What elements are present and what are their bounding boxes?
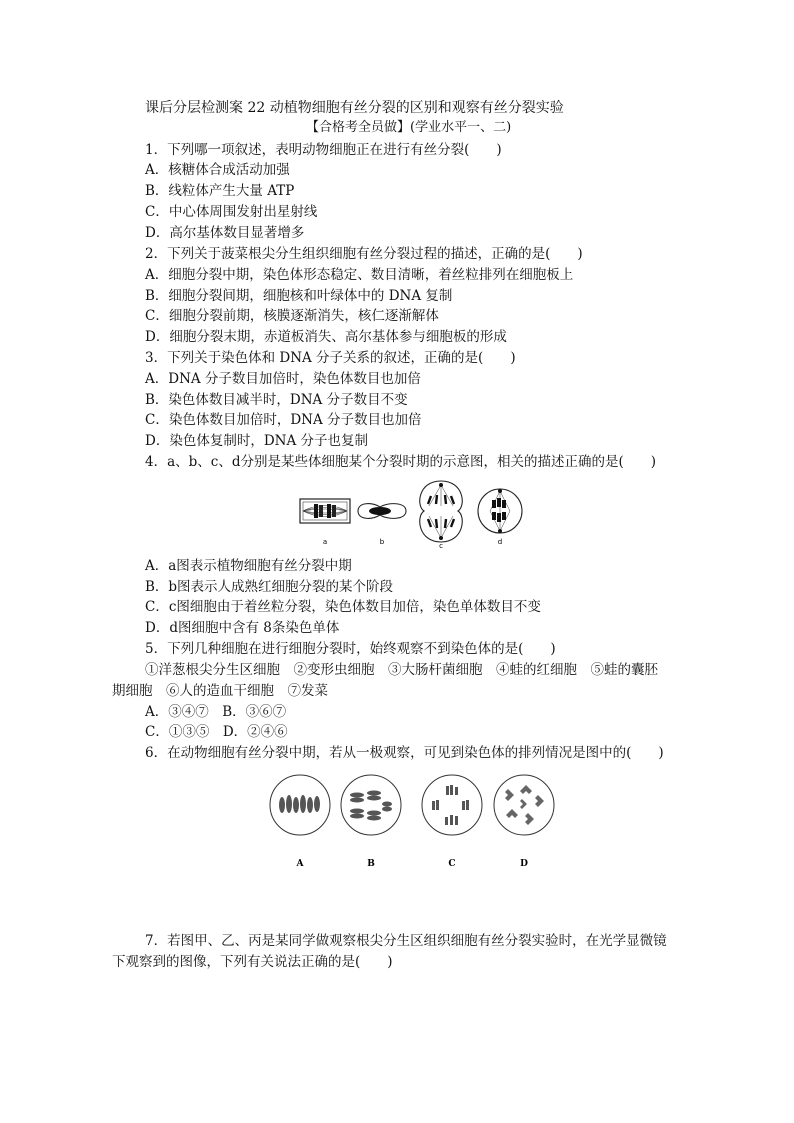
- figure-label-d: d: [497, 538, 503, 546]
- question-4-option-a: A．a图表示植物细胞有丝分裂中期: [145, 558, 352, 574]
- question-3-stem: 3．下列关于染色体和 DNA 分子关系的叙述，正确的是( ): [145, 350, 516, 366]
- question-1-stem: 1．下列哪一项叙述，表明动物细胞正在进行有丝分裂( ): [145, 142, 502, 158]
- question-4-option-c: C．c图细胞由于着丝粒分裂，染色体数目加倍，染色单体数目不变: [145, 599, 541, 615]
- figure-label-C: C: [448, 859, 456, 869]
- question-7-stem: 7．若图甲、乙、丙是某同学做观察根尖分生区组织细胞有丝分裂实验时，在光学显微镜: [145, 933, 667, 949]
- question-7-stem-continued: 下观察到的图像，下列有关说法正确的是( ): [112, 954, 393, 970]
- question-2-option-d: D．细胞分裂末期，赤道板消失、高尔基体参与细胞板的形成: [145, 329, 507, 345]
- cell-option-d-diagram: [494, 775, 554, 835]
- question-2-option-b: B．细胞分裂间期，细胞核和叶绿体中的 DNA 复制: [145, 288, 453, 304]
- question-4-option-b: B．b图表示人成熟红细胞分裂的某个阶段: [145, 579, 394, 595]
- cell-c-diagram: [420, 481, 463, 542]
- question-5-options-row2: C．①③⑤ D．②④⑥: [145, 724, 288, 740]
- question-4-stem: 4．a、b、c、d分别是某些体细胞某个分裂时期的示意图，相关的描述正确的是( ): [145, 454, 657, 470]
- page-title: 课后分层检测案 22 动植物细胞有丝分裂的区别和观察有丝分裂实验: [145, 100, 564, 116]
- cell-b-diagram: [358, 504, 406, 519]
- question-5-items-line1: ①洋葱根尖分生区细胞 ②变形虫细胞 ③大肠杆菌细胞 ④蛙的红细胞 ⑤蛙的囊胚: [145, 662, 658, 678]
- figure-label-B: B: [367, 859, 375, 869]
- question-1-option-c: C．中心体周围发射出星射线: [145, 204, 318, 220]
- figure-label-b: b: [379, 538, 385, 546]
- figure-label-A: A: [296, 859, 304, 869]
- question-5-options-row1: A．③④⑦ B．③⑥⑦: [145, 704, 287, 720]
- page-subtitle: 【合格考全员做】(学业水平一、二): [306, 120, 512, 135]
- question-1-option-a: A．核糖体合成活动加强: [145, 162, 290, 178]
- question-1-option-b: B．线粒体产生大量 ATP: [145, 183, 295, 199]
- question-6-figure: [262, 773, 562, 873]
- question-5-items-line2: 期细胞 ⑥人的造血干细胞 ⑦发菜: [112, 683, 328, 699]
- figure-label-c: c: [439, 542, 443, 548]
- question-4-option-d: D．d图细胞中含有 8条染色单体: [145, 620, 340, 636]
- question-1-option-d: D．高尔基体数目显著增多: [145, 225, 305, 241]
- question-2-option-a: A．细胞分裂中期，染色体形态稳定、数目清晰，着丝粒排列在细胞板上: [145, 267, 574, 283]
- question-2-option-c: C．细胞分裂前期，核膜逐渐消失，核仁逐渐解体: [145, 308, 439, 324]
- question-3-option-a: A．DNA 分子数目加倍时，染色体数目也加倍: [145, 371, 421, 387]
- cell-option-c-diagram: [422, 775, 482, 835]
- cell-option-a-diagram: [270, 775, 330, 835]
- figure-label-D: D: [520, 859, 528, 869]
- cell-d-diagram: [478, 489, 522, 533]
- question-3-option-c: C．染色体数目加倍时，DNA 分子数目也加倍: [145, 412, 422, 428]
- question-4-figure: [296, 476, 526, 548]
- figure-label-a: a: [322, 538, 328, 546]
- cell-a-diagram: [300, 499, 350, 523]
- question-6-stem: 6．在动物细胞有丝分裂中期，若从一极观察，可见到染色体的排列情况是图中的( ): [145, 745, 664, 761]
- cell-option-b-diagram: [341, 775, 401, 835]
- question-3-option-d: D．染色体复制时，DNA 分子也复制: [145, 433, 369, 449]
- question-5-stem: 5．下列几种细胞在进行细胞分裂时，始终观察不到染色体的是( ): [145, 641, 556, 657]
- question-2-stem: 2．下列关于菠菜根尖分生组织细胞有丝分裂过程的描述，正确的是( ): [145, 246, 583, 262]
- question-3-option-b: B．染色体数目减半时，DNA 分子数目不变: [145, 392, 408, 408]
